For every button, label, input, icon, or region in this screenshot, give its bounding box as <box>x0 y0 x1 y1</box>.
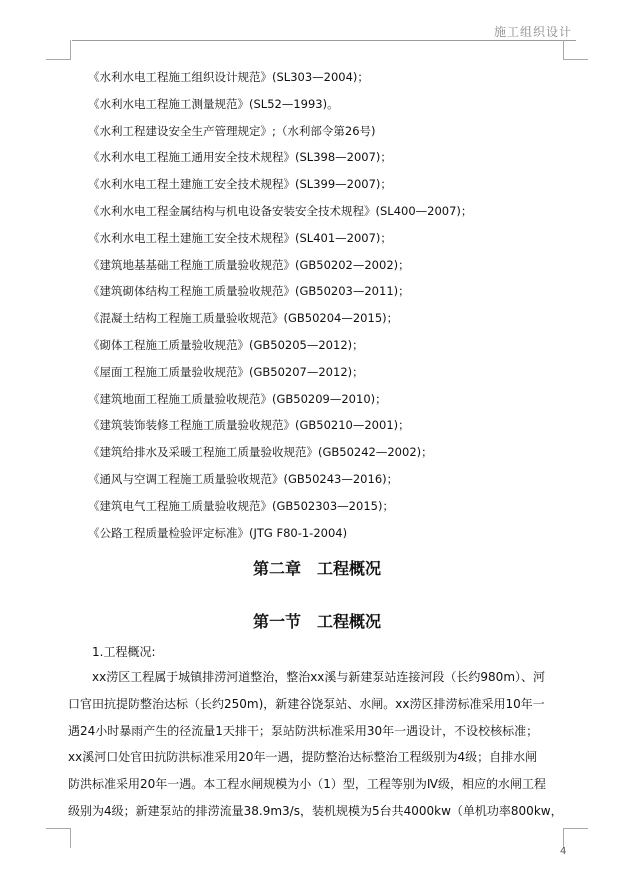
reference-item: 《水利水电工程施工通用安全技术规程》(SL398—2007)； <box>88 150 392 165</box>
section-title: 第一节 工程概况 <box>252 612 381 631</box>
running-header: 施工组织设计 <box>493 25 572 39</box>
reference-item: 《建筑地面工程施工质量验收规范》(GB50209—2010)； <box>88 391 387 406</box>
reference-item: 《水利水电工程土建施工安全技术规程》(SL401—2007)； <box>88 230 392 245</box>
paragraph-line: 遇24小时暴雨产生的径流量1天排干；泵站防洪标准采用30年一遇设计，不设校核标准； <box>68 723 539 738</box>
subheading: 1.工程概况: <box>92 645 156 659</box>
reference-item: 《通风与空调工程施工质量验收规范》(GB50243—2016)； <box>88 471 399 486</box>
paragraph-line: xx涝区工程属于城镇排涝河道整治，整治xx溪与新建泵站连接河段（长约980m）、河 <box>92 670 546 684</box>
paragraph-line: xx溪河口处官田抗防洪标准采用20年一遇，提防整治达标整治工程级别为4级；自排水闸 <box>68 750 538 765</box>
crop-mark-bottom-right <box>563 828 578 848</box>
paragraph-line: 口官田抗提防整治达标（长约250m)，新建谷饶泵站、水闸。xx涝区排涝标准采用10年一 <box>68 696 545 711</box>
crop-mark-bottom-left-horizontal <box>46 828 70 829</box>
crop-mark-bottom-left <box>56 828 71 848</box>
reference-standards-list <box>88 64 568 546</box>
reference-item: 《水利水电工程土建施工安全技术规程》(SL399—2007)； <box>88 177 392 192</box>
reference-item: 《建筑给排水及采暖工程施工质量验收规范》(GB50242—2002)； <box>88 445 433 460</box>
body-paragraph <box>68 664 588 825</box>
header-rule <box>72 40 576 41</box>
reference-item: 《建筑电气工程施工质量验收规范》(GB502303—2015)； <box>88 498 394 513</box>
crop-mark-top-right-horizontal <box>564 59 588 60</box>
reference-item: 《屋面工程施工质量验收规范》(GB50207—2012)； <box>88 364 364 379</box>
crop-mark-top-right <box>563 40 578 60</box>
reference-item: 《水利水电工程施工测量规范》(SL52—1993)。 <box>88 96 339 111</box>
reference-item: 《水利水电工程金属结构与机电设备安装安全技术规程》(SL400—2007)； <box>88 203 473 218</box>
reference-item: 《水利水电工程施工组织设计规范》(SL303—2004)； <box>88 70 369 84</box>
crop-mark-bottom-right-horizontal <box>564 828 588 829</box>
crop-mark-top-left <box>56 40 71 60</box>
reference-item: 《混凝土结构工程施工质量验收规范》(GB50204—2015)； <box>88 311 399 326</box>
reference-item: 《建筑装饰装修工程施工质量验收规范》(GB50210—2001)； <box>88 418 410 433</box>
reference-item: 《公路工程质量检验评定标准》(JTG F80-1-2004) <box>88 525 348 540</box>
chapter-title: 第二章 工程概况 <box>252 559 381 578</box>
paragraph-line: 级别为4级；新建泵站的排涝流量38.9m3/s，装机规模为5台共4000kw（单机功率800kw， <box>68 803 563 818</box>
reference-item: 《砌体工程施工质量验收规范》(GB50205—2012)； <box>88 337 364 352</box>
reference-item: 《建筑砌体结构工程施工质量验收规范》(GB50203—2011)； <box>88 284 410 299</box>
reference-item: 《建筑地基基础工程施工质量验收规范》(GB50202—2002)； <box>88 257 410 272</box>
reference-item: 《水利工程建设安全生产管理规定》;（水利部令第26号) <box>88 123 376 138</box>
paragraph-line: 防洪标准采用20年一遇。本工程水闸规模为小（1）型，工程等别为Ⅳ级，相应的水闸工程 <box>68 777 546 792</box>
crop-mark-top-left-horizontal <box>46 59 70 60</box>
page-number: 4 <box>560 846 567 857</box>
